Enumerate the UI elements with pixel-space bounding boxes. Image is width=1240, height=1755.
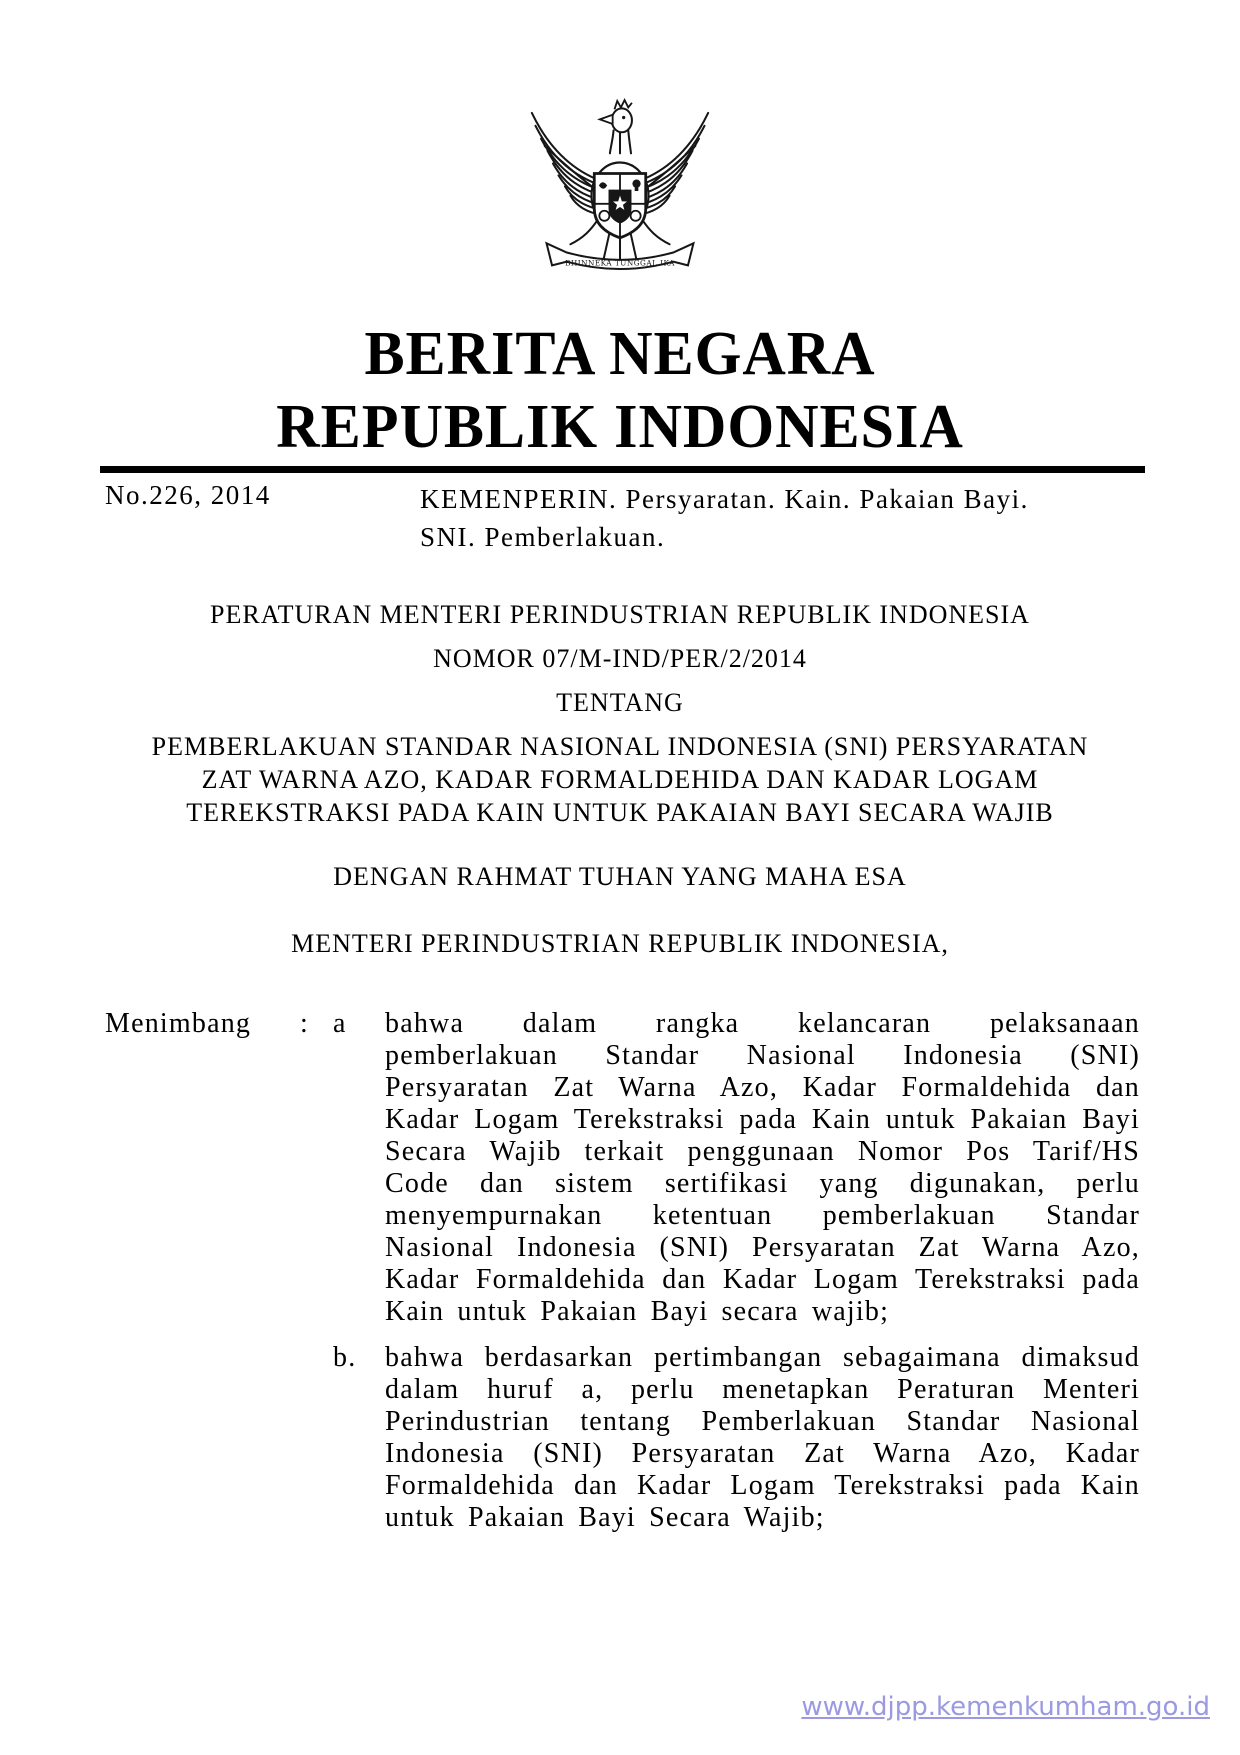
footer-link[interactable]: www.djpp.kemenkumham.go.id <box>801 1692 1210 1722</box>
considering-separator: : <box>300 1008 309 1039</box>
masthead-rule <box>100 466 1145 473</box>
authority-line: MENTERI PERINDUSTRIAN REPUBLIK INDONESIA, <box>291 929 949 958</box>
item-marker-b: b. <box>333 1342 357 1373</box>
masthead-title-line1: BERITA NEGARA <box>364 320 876 388</box>
regulation-issuer-line: PERATURAN MENTERI PERINDUSTRIAN REPUBLIK INDONESIA <box>210 600 1030 629</box>
subject-line2: SNI. Pemberlakuan. <box>420 522 666 552</box>
subject-classification <box>420 480 1029 556</box>
emblem-motto: BHINNEKA TUNGGAL IKA <box>565 258 675 268</box>
garuda-icon <box>519 84 721 298</box>
issue-number: No.226, 2014 <box>105 480 271 510</box>
regulation-tentang-line: TENTANG <box>556 688 684 717</box>
invocation-line: DENGAN RAHMAT TUHAN YANG MAHA ESA <box>333 862 907 891</box>
masthead-title <box>19 318 1222 464</box>
considering-label: Menimbang <box>105 1008 252 1039</box>
considering-section <box>105 1008 1140 1534</box>
item-text-b: bahwa berdasarkan pertimbangan sebagaimana dimaksud dalam huruf a, perlu menetapkan Peraturan Menteri Perindustrian tentang Pemberlakuan Standar Nasional Indonesia (SNI) Persyaratan Zat Warna Azo, Kadar Formaldehida dan Kadar Logam Terekstraksi pada Kain untuk Pakaian Bayi Secara Wajib; <box>385 1342 1140 1533</box>
considering-item-a <box>105 1008 1140 1328</box>
regulation-title-line3: TEREKSTRAKSI PADA KAIN UNTUK PAKAIAN BAYI SECARA WAJIB <box>186 798 1054 827</box>
regulation-title <box>0 730 1240 829</box>
item-marker-a: a <box>333 1008 347 1039</box>
considering-item-b <box>105 1342 1140 1534</box>
item-text-a: bahwa dalam rangka kelancaran pelaksanaan pemberlakuan Standar Nasional Indonesia (SNI) Persyaratan Zat Warna Azo, Kadar Formaldehida dan Kadar Logam Terekstraksi pada Kain untuk Pakaian Bayi Secara Wajib terkait penggunaan Nomor Pos Tarif/HS Code dan sistem sertifikasi yang digunakan, perlu menyempurnakan ketentuan pemberlakuan Standar Nasional Indonesia (SNI) Persyaratan Zat Warna Azo, Kadar Formaldehida dan Kadar Logam Terekstraksi pada Kain untuk Pakaian Bayi secara wajib; <box>385 1008 1140 1327</box>
regulation-number-line: NOMOR 07/M-IND/PER/2/2014 <box>433 644 807 673</box>
masthead-title-line2: REPUBLIK INDONESIA <box>276 393 964 461</box>
subject-line1: KEMENPERIN. Persyaratan. Kain. Pakaian Bayi. <box>420 484 1029 514</box>
regulation-title-line2: ZAT WARNA AZO, KADAR FORMALDEHIDA DAN KADAR LOGAM <box>201 765 1039 794</box>
regulation-title-line1: PEMBERLAKUAN STANDAR NASIONAL INDONESIA (SNI) PERSYARATAN <box>151 732 1089 761</box>
garuda-pancasila-emblem <box>519 84 721 298</box>
